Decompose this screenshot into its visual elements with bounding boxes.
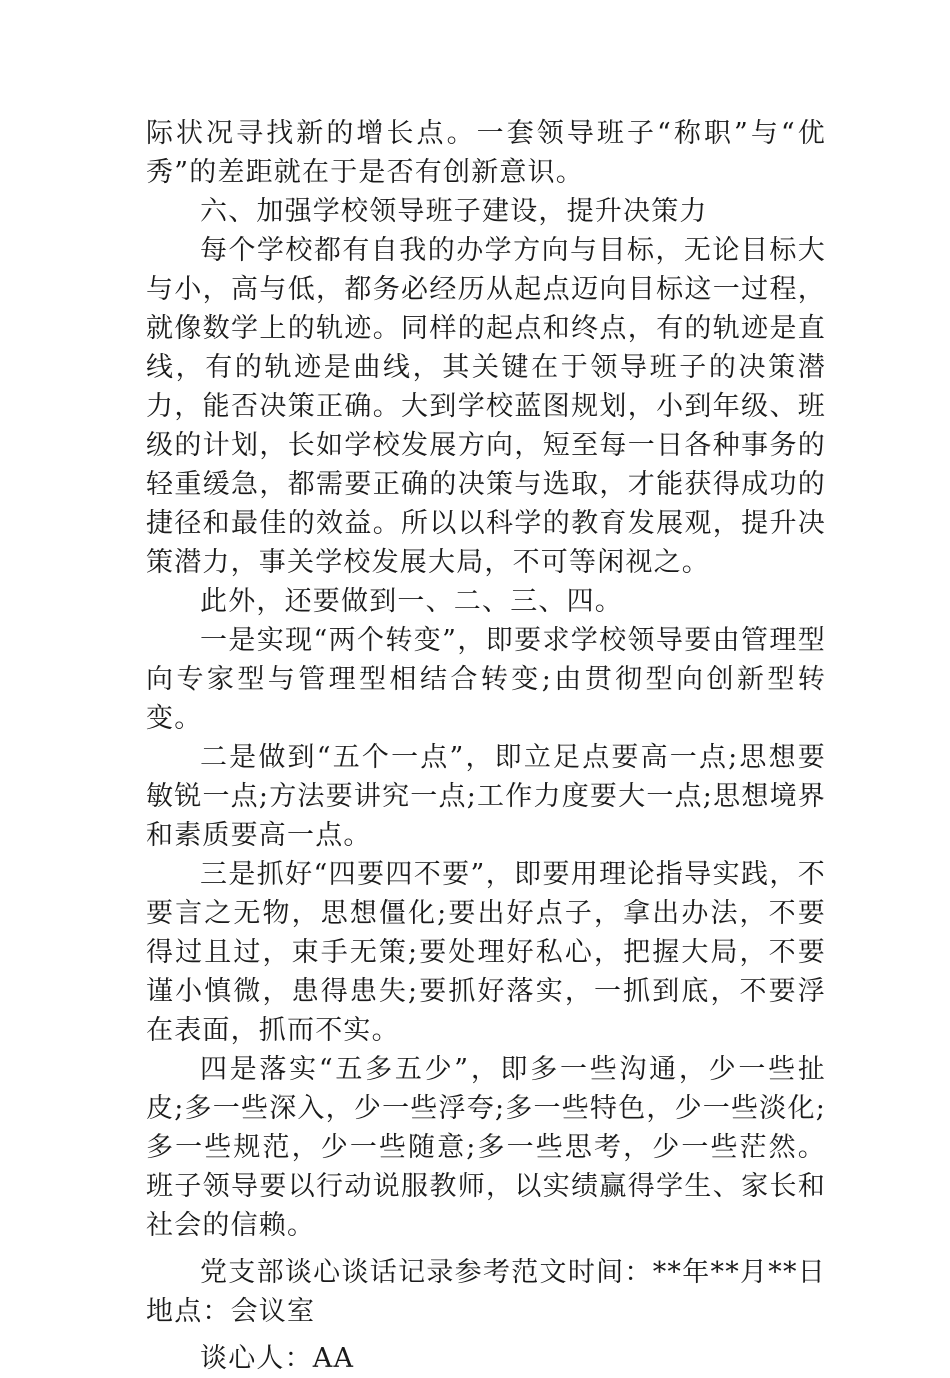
paragraph-decision-making: 每个学校都有自我的办学方向与目标，无论目标大与小，高与低，都务必经历从起点迈向目标这一过程，就像数学上的轨迹。同样的起点和终点，有的轨迹是直线，有的轨迹是曲线，其关键在于领导班子的决策潜力，能否决策正确。大到学校蓝图规划，小到年级、班级的计划，长如学校发展方向，短至每一日各种事务的轻重缓急，都需要正确的决策与选取，才能获得成功的捷径和最佳的效益。所以以科学的教育发展观，提升决策潜力，事关学校发展大局，不可等闲视之。: [146, 235, 826, 578]
paragraph-point-four: 四是落实“五多五少”，即多一些沟通，少一些扯皮;多一些深入，少一些浮夸;多一些特色，少一些淡化;多一些规范，少一些随意;多一些思考，少一些茫然。班子领导要以行动说服教师，以实绩赢得学生、家长和社会的信赖。: [146, 1054, 826, 1241]
paragraph-talk-record-title: 党支部谈心谈话记录参考范文时间：**年**月**日地点：会议室: [146, 1257, 826, 1327]
paragraph-in-addition: 此外，还要做到一、二、三、四。: [200, 586, 623, 617]
paragraph-point-two: 二是做到“五个一点”，即立足点要高一点;思想要敏锐一点;方法要讲究一点;工作力度要大一点;思想境界和素质要高一点。: [146, 742, 826, 851]
paragraph-point-one: 一是实现“两个转变”，即要求学校领导要由管理型向专家型与管理型相结合转变;由贯彻型向创新型转变。: [146, 625, 826, 734]
section-heading-six: 六、加强学校领导班子建设，提升决策力: [200, 196, 708, 227]
paragraph-talker: 谈心人：AA: [200, 1343, 355, 1374]
paragraph-point-three: 三是抓好“四要四不要”，即要用理论指导实践，不要言之无物，思想僵化;要出好点子，拿出办法，不要得过且过，束手无策;要处理好私心，把握大局，不要谨小慎微，患得患失;要抓好落实，一抓到底，不要浮在表面，抓而不实。: [146, 859, 826, 1046]
paragraph-continuation: 际状况寻找新的增长点。一套领导班子“称职”与“优秀”的差距就在于是否有创新意识。: [146, 118, 826, 188]
document-body: [146, 114, 826, 1378]
